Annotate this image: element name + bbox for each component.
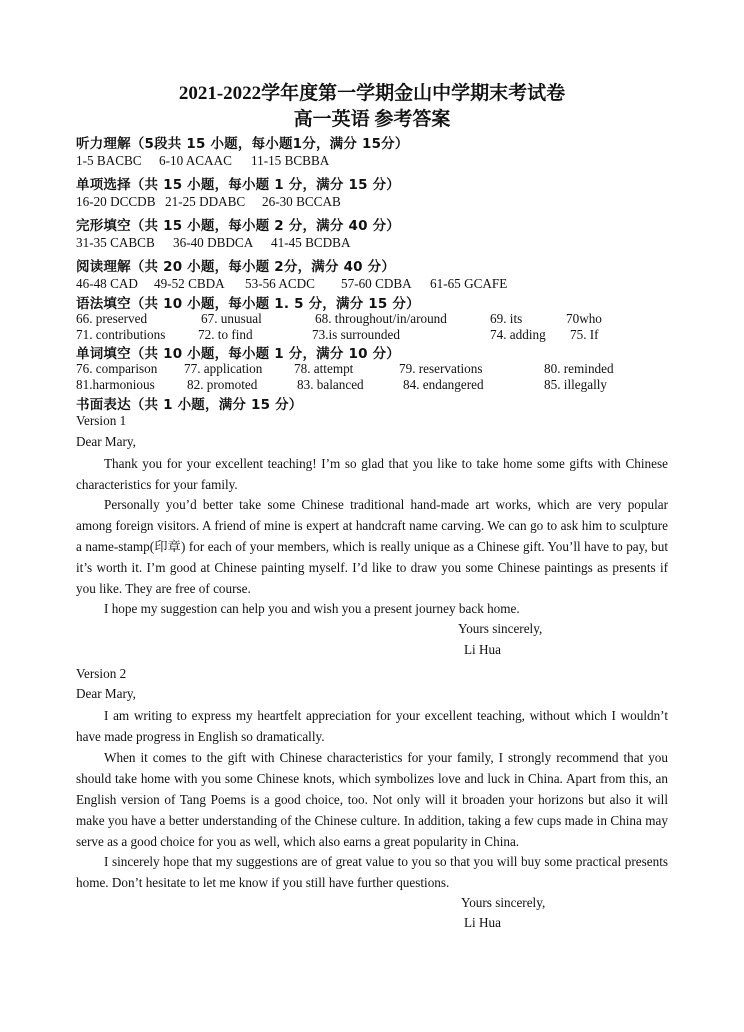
grammar-answer: 74. adding bbox=[490, 327, 546, 342]
version-2-greeting: Dear Mary, bbox=[76, 686, 136, 701]
page-title: 2021-2022学年度第一学期金山中学期末考试卷 bbox=[178, 83, 566, 104]
version-1-label: Version 1 bbox=[76, 413, 127, 428]
page-subtitle: 高一英语 参考答案 bbox=[293, 109, 451, 130]
vocabulary-answer: 79. reservations bbox=[399, 361, 483, 376]
reading-answer: 46-48 CAD bbox=[76, 276, 138, 291]
multiple-choice-heading: 单项选择（共 15 小题，每小题 1 分，满分 15 分） bbox=[76, 177, 400, 193]
reading-answer: 61-65 GCAFE bbox=[430, 276, 508, 291]
cloze-heading: 完形填空（共 15 小题，每小题 2 分，满分 40 分） bbox=[76, 218, 400, 234]
grammar-answer: 68. throughout/in/around bbox=[315, 311, 447, 326]
version-1-paragraph: Personally you’d better take some Chinese traditional hand-made art works, which are very popular among foreign visitors. A friend of mine is expert at handcraft name carving. We can go to ask him to sculpture a name-stamp(印章) for each of your members, which is really unique as a Chinese gift. You’ll have to pay, but it’s worth it. I’m good at Chinese painting myself. I’d like to draw you some Chinese paintings as presents if you like. They are free of course. bbox=[76, 497, 668, 596]
writing-heading: 书面表达（共 1 小题，满分 15 分） bbox=[76, 397, 303, 413]
multiple-choice-answer: 26-30 BCCAB bbox=[262, 194, 341, 209]
version-1-paragraph: I hope my suggestion can help you and wish you a present journey back home. bbox=[104, 601, 520, 616]
version-2-paragraph: I sincerely hope that my suggestions are of great value to you so that you will buy some practical presents home. Don’t hesitate to let me know if you still have further questions. bbox=[76, 854, 668, 890]
reading-answer: 53-56 ACDC bbox=[245, 276, 315, 291]
version-2-signature: Li Hua bbox=[464, 915, 501, 930]
version-2-label: Version 2 bbox=[76, 666, 127, 681]
vocabulary-heading: 单词填空（共 10 小题，每小题 1 分，满分 10 分） bbox=[76, 346, 400, 362]
grammar-answer: 67. unusual bbox=[201, 311, 262, 326]
grammar-answer: 70who bbox=[566, 311, 602, 326]
version-1-signature: Li Hua bbox=[464, 642, 501, 657]
vocabulary-answer: 80. reminded bbox=[544, 361, 614, 376]
grammar-answer: 73.is surrounded bbox=[312, 327, 400, 342]
cloze-answer: 36-40 DBDCA bbox=[173, 235, 254, 250]
vocabulary-answer: 83. balanced bbox=[297, 377, 364, 392]
version-2-closing: Yours sincerely, bbox=[461, 895, 546, 910]
grammar-answer: 75. If bbox=[570, 327, 599, 342]
multiple-choice-answer: 21-25 DDABC bbox=[165, 194, 246, 209]
grammar-answer: 72. to find bbox=[198, 327, 253, 342]
cloze-answer: 41-45 BCDBA bbox=[271, 235, 351, 250]
grammar-answer: 69. its bbox=[490, 311, 523, 326]
listening-heading: 听力理解（5段共 15 小题，每小题1分，满分 15分） bbox=[76, 136, 409, 152]
reading-answer: 57-60 CDBA bbox=[341, 276, 412, 291]
version-1-greeting: Dear Mary, bbox=[76, 434, 136, 449]
grammar-answer: 71. contributions bbox=[76, 327, 166, 342]
version-2-paragraph: When it comes to the gift with Chinese characteristics for your family, I strongly recommend that you should take home with you some Chinese knots, which symbolizes love and luck in China. Apart from this, an English version of Tang Poems is a good choice, too. Not only will it broaden your horizons but also it will make you have a better understanding of the Chinese culture. In addition, taking a few cups made in China may serve as a good choice for you as well, which also earns a great popularity in China. bbox=[76, 750, 668, 849]
grammar-answer: 66. preserved bbox=[76, 311, 148, 326]
vocabulary-answer: 78. attempt bbox=[294, 361, 354, 376]
vocabulary-answer: 77. application bbox=[184, 361, 263, 376]
reading-answer: 49-52 CBDA bbox=[154, 276, 225, 291]
grammar-heading: 语法填空（共 10 小题，每小题 1. 5 分，满分 15 分） bbox=[76, 296, 420, 312]
multiple-choice-answer: 16-20 DCCDB bbox=[76, 194, 156, 209]
version-1-paragraph: Thank you for your excellent teaching! I’m so glad that you like to take home some gifts with Chinese characteristics for your family. bbox=[76, 456, 668, 492]
vocabulary-answer: 84. endangered bbox=[403, 377, 484, 392]
listening-answer: 6-10 ACAAC bbox=[159, 153, 232, 168]
vocabulary-answer: 81.harmonious bbox=[76, 377, 155, 392]
cloze-answer: 31-35 CABCB bbox=[76, 235, 155, 250]
listening-answer: 1-5 BACBC bbox=[76, 153, 142, 168]
reading-heading: 阅读理解（共 20 小题，每小题 2分，满分 40 分） bbox=[76, 259, 396, 275]
version-1-closing: Yours sincerely, bbox=[458, 621, 543, 636]
version-2-paragraph: I am writing to express my heartfelt appreciation for your excellent teaching, without which I wouldn’t have made progress in English so dramatically. bbox=[76, 708, 668, 744]
vocabulary-answer: 82. promoted bbox=[187, 377, 258, 392]
vocabulary-answer: 85. illegally bbox=[544, 377, 607, 392]
vocabulary-answer: 76. comparison bbox=[76, 361, 158, 376]
listening-answer: 11-15 BCBBA bbox=[251, 153, 330, 168]
